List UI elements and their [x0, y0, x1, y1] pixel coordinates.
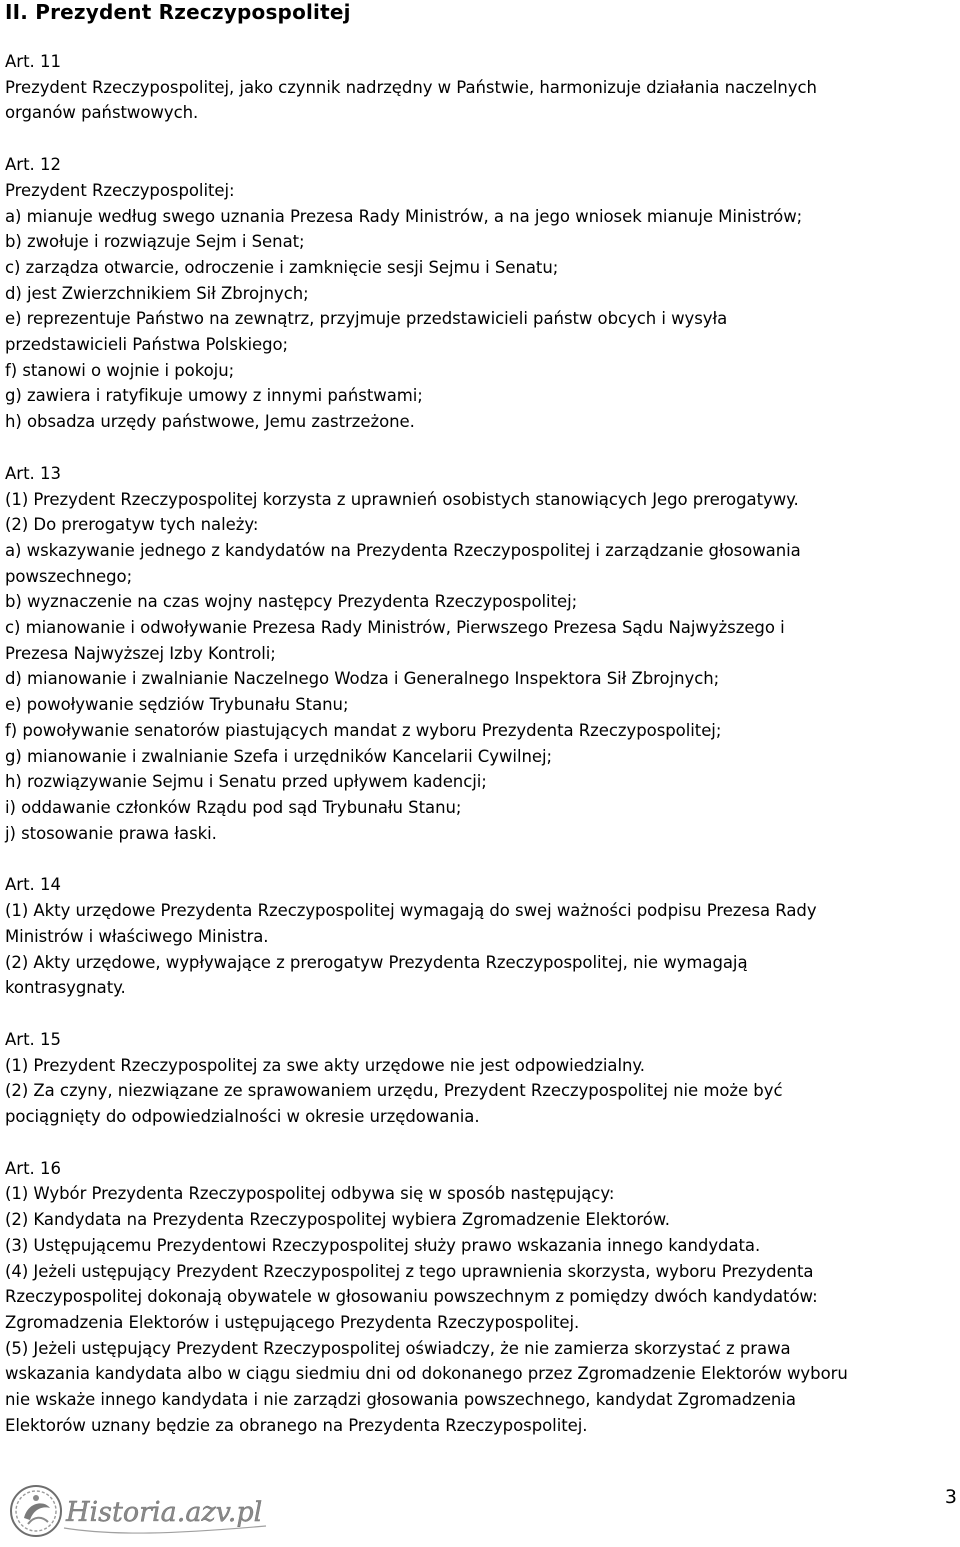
article-block	[5, 1156, 957, 1439]
page-footer	[0, 1470, 960, 1547]
article-number: Art. 11	[5, 52, 62, 71]
article-number: Art. 14	[5, 875, 62, 895]
article-text-line: Prezesa Najwyższej Izby Kontroli;	[5, 643, 276, 663]
logo-wordmark: Historia.azv.pl	[66, 1497, 263, 1528]
article-text-line: (4) Jeżeli ustępujący Prezydent Rzeczypospolitej z tego uprawnienia skorzysta, wyboru Prezydenta	[5, 1261, 814, 1281]
article-text-line: przedstawicieli Państwa Polskiego;	[5, 335, 289, 355]
page-number: 3	[944, 1486, 957, 1508]
article-text-line: Prezydent Rzeczypospolitej, jako czynnik nadrzędny w Państwie, harmonizuje działania naczelnych	[5, 77, 817, 97]
article-block	[5, 152, 957, 435]
article-number: Art. 16	[5, 1158, 62, 1178]
article-text-line: g) mianowanie i zwalnianie Szefa i urzędników Kancelarii Cywilnej;	[5, 746, 553, 766]
article-text-line: (3) Ustępującemu Prezydentowi Rzeczypospolitej służy prawo wskazania innego kandydata.	[5, 1235, 761, 1255]
article-text-line: d) jest Zwierzchnikiem Sił Zbrojnych;	[5, 283, 309, 303]
article-text-line: e) reprezentuje Państwo na zewnątrz, przyjmuje przedstawicieli państw obcych i wysyła	[5, 309, 728, 329]
article-text-line: (5) Jeżeli ustępujący Prezydent Rzeczypospolitej oświadczy, że nie zamierza skorzystać z prawa	[5, 1338, 791, 1358]
article-text-line: j) stosowanie prawa łaski.	[5, 823, 217, 843]
article-text-line: (2) Do prerogatyw tych należy:	[5, 515, 259, 535]
article-text-line: organów państwowych.	[5, 103, 199, 123]
article-block	[5, 872, 957, 1001]
article-text-line: (1) Akty urzędowe Prezydenta Rzeczypospolitej wymagają do swej ważności podpisu Prezesa Rady	[5, 901, 817, 921]
chapter-title: II. Prezydent Rzeczypospolitej	[5, 0, 351, 24]
article-text-line: Zgromadzenia Elektorów i ustępującego Prezydenta Rzeczypospolitej.	[5, 1312, 580, 1332]
article-text-line: g) zawiera i ratyfikuje umowy z innymi państwami;	[5, 386, 423, 406]
article-text-line: (2) Za czyny, niezwiązane ze sprawowaniem urzędu, Prezydent Rzeczypospolitej nie może być	[5, 1081, 783, 1101]
article-number: Art. 12	[5, 155, 62, 175]
article-text-line: Ministrów i właściwego Ministra.	[5, 926, 269, 946]
article-text-line: nie wskaże innego kandydata i nie zarządzi głosowania powszechnego, kandydat Zgromadzenia	[5, 1390, 796, 1410]
article-text-line: (2) Kandydata na Prezydenta Rzeczypospolitej wybiera Zgromadzenie Elektorów.	[5, 1210, 670, 1230]
article-text-line: d) mianowanie i zwalnianie Naczelnego Wodza i Generalnego Inspektora Sił Zbrojnych;	[5, 669, 720, 689]
article-text-line: Rzeczypospolitej dokonają obywatele w głosowaniu powszechnym z pomiędzy dwóch kandydatów:	[5, 1287, 818, 1307]
historia-logo	[4, 1480, 274, 1542]
article-text-line: Elektorów uznany będzie za obranego na Prezydenta Rzeczypospolitej.	[5, 1415, 588, 1435]
article-text-line: (2) Akty urzędowe, wypływające z prerogatyw Prezydenta Rzeczypospolitej, nie wymagają	[5, 952, 748, 972]
article-text-line: (1) Prezydent Rzeczypospolitej korzysta z uprawnień osobistych stanowiących Jego prerogatywy.	[5, 489, 799, 509]
article-text-line: (1) Prezydent Rzeczypospolitej za swe akty urzędowe nie jest odpowiedzialny.	[5, 1055, 645, 1075]
article-text-line: wskazania kandydata albo w ciągu siedmiu dni od dokonanego przez Zgromadzenie Elektorów wyboru	[5, 1364, 848, 1384]
article-block	[5, 461, 957, 847]
article-text-line: a) mianuje według swego uznania Prezesa Rady Ministrów, a na jego wniosek mianuje Ministrów;	[5, 206, 803, 226]
article-text-line: a) wskazywanie jednego z kandydatów na Prezydenta Rzeczypospolitej i zarządzanie głosowania	[5, 540, 801, 560]
articles-container	[5, 49, 957, 1438]
article-text-line: f) powoływanie senatorów piastujących mandat z wyboru Prezydenta Rzeczypospolitej;	[5, 720, 722, 740]
article-text-line: h) obsadza urzędy państwowe, Jemu zastrzeżone.	[5, 412, 415, 432]
article-text-line: b) zwołuje i rozwiązuje Sejm i Senat;	[5, 232, 305, 252]
article-text-line: pociągnięty do odpowiedzialności w okresie urzędowania.	[5, 1107, 480, 1127]
article-text-line: kontrasygnaty.	[5, 978, 126, 998]
article-block	[5, 49, 957, 126]
article-text-line: c) zarządza otwarcie, odroczenie i zamknięcie sesji Sejmu i Senatu;	[5, 257, 559, 277]
article-text-line: powszechnego;	[5, 566, 133, 586]
article-text-line: h) rozwiązywanie Sejmu i Senatu przed upływem kadencji;	[5, 772, 487, 792]
article-block	[5, 1027, 957, 1130]
article-text-line: b) wyznaczenie na czas wojny następcy Prezydenta Rzeczypospolitej;	[5, 592, 578, 612]
article-text-line: e) powoływanie sędziów Trybunału Stanu;	[5, 695, 349, 715]
seal-icon	[11, 1486, 61, 1536]
article-number: Art. 13	[5, 463, 62, 483]
article-text-line: c) mianowanie i odwoływanie Prezesa Rady Ministrów, Pierwszego Prezesa Sądu Najwyższego i	[5, 618, 785, 638]
document-page	[5, 0, 957, 1438]
article-number: Art. 15	[5, 1029, 62, 1049]
article-text-line: i) oddawanie członków Rządu pod sąd Trybunału Stanu;	[5, 797, 462, 817]
article-text-line: f) stanowi o wojnie i pokoju;	[5, 360, 235, 380]
article-text-line: (1) Wybór Prezydenta Rzeczypospolitej odbywa się w sposób następujący:	[5, 1184, 615, 1204]
article-text-line: Prezydent Rzeczypospolitej:	[5, 180, 235, 200]
